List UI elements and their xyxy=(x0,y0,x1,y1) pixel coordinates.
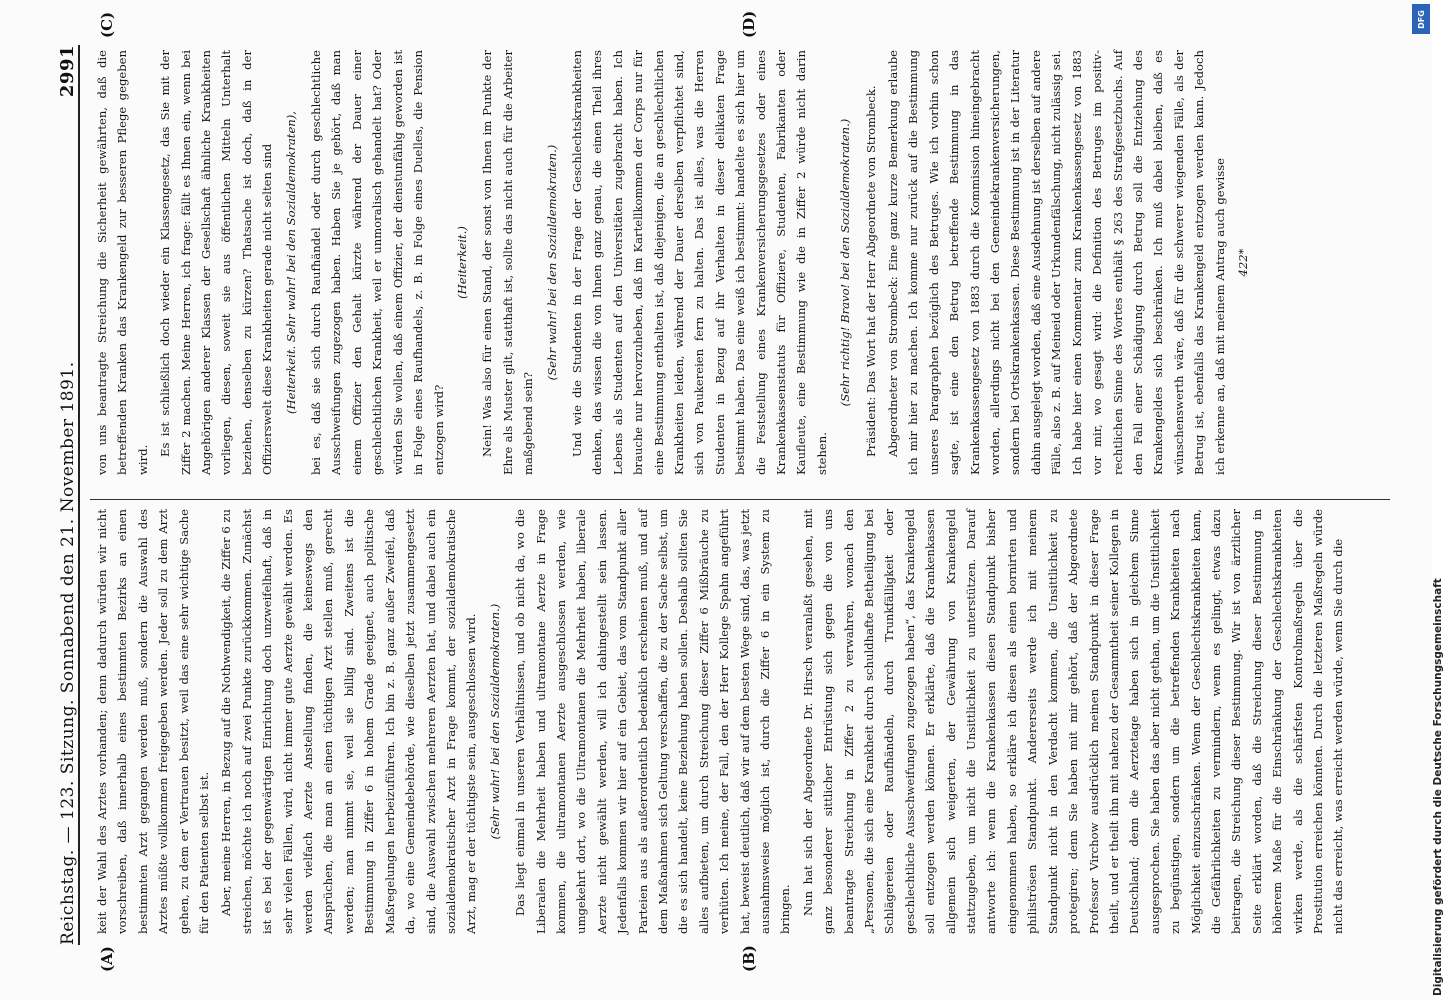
column-divider xyxy=(90,499,1390,500)
margin-marker-b: (B) xyxy=(740,945,758,972)
page-number: 2991 xyxy=(57,45,78,98)
signature-mark: 422* xyxy=(1235,248,1250,277)
left-column xyxy=(92,509,1392,934)
interjection: (Sehr richtig! Bravo! bei den Sozialdemokraten.) xyxy=(838,118,853,407)
paragraph: Das liegt einmal in unseren Verhältnissen, und ob nicht da, wo die Liberalen die Mehrheit haben und ultramontane Aerzte in Frage kommen, die ultramontanen Aerzte ausgeschlossen werden, wie umgekehrt dort, wo die Ultramontanen die Mehrheit haben, liberale Aerzte nicht gewählt werden, will ich dahingestellt sein lassen. Jedenfalls kommen wir hier auf ein Gebiet, das vom Standpunkt aller Parteien aus als außerordentlich bedenklich erscheinen muß, und auf dem Maßnahmen sich Geltung verschaffen, die zu der Sache selbst, um die es sich handelt, keine Beziehung haben sollen. Deshalb sollten Sie alles aufbieten, um durch Streichung dieser Ziffer 6 Mißbräuche zu verhüten. Ich meine, der Fall, den der Herr Kollege Spahn angeführt hat, beweist deutlich, daß wir auf dem besten Wege sind, das, was jetzt ausnahmsweise möglich ist, durch die Ziffer 6 in ein System zu bringen. xyxy=(513,509,793,934)
speaker-paragraph: Präsident: Das Wort hat der Herr Abgeordnete von Strombeck. xyxy=(863,85,878,457)
interjection: (Sehr wahr! bei den Sozialdemokraten.) xyxy=(544,144,559,381)
paragraph: von uns beantragte Streichung die Sicherheit gewährten, daß die betreffenden Kranken das Krankengeld zur besseren Pflege gegeben wird. xyxy=(95,50,150,475)
paragraph: bei es, daß sie sich durch Raufhändel oder durch geschlechtliche Ausschweifungen zugezogen haben. Haben Sie je gehört, daß man einem Offizier den Gehalt kürzte während der Dauer einer geschlechtlichen Krankheit, weil er unmoralisch gehandelt hat? Oder würden Sie wollen, daß einem Offizier, der dienstunfähig geworden ist in Folge eines Raufhandels, z. B. in Folge eines Duelles, die Pension entzogen wird? xyxy=(309,50,446,475)
paragraph: Nein! Was also für einen Stand, der sonst von Ihnen im Punkte der Ehre als Muster gilt, statthaft ist, sollte das nicht auch für die Arbeiter maßgebend sein? xyxy=(480,50,536,475)
paragraph: Aber, meine Herren, in Bezug auf die Nothwendigkeit, die Ziffer 6 zu streichen, möchte ich noch auf zwei Punkte zurückkommen. Zunächst ist es bei der gegenwärtigen Einrichtung doch unzweifelhaft, daß in sehr vielen Fällen, wird, nicht immer gute Aerzte gewählt werden. Es werden vielfach Aerzte Anstellung finden, die keineswegs den Ansprüchen, die man an einen tüchtigen Arzt stellen muß, gerecht werden; man nimmt sie, weil sie billig sind. Zweitens ist die Bestimmung in Ziffer 6 in hohem Grade geeignet, auch politische Maßregelungen herbeizuführen. Ich bin z. B. ganz außer Zweifel, daß da, wo eine Gemeindebehörde, wie dieselben jetzt zusammengesetzt sind, die Auswahl zwischen mehreren Aerzten hat, und dabei auch ein sozialdemokratischer Arzt in Frage kommt, der sozialdemokratische Arzt, mag er der tüchtigste sein, ausgeschlossen wird. xyxy=(219,509,479,934)
margin-marker-c: (C) xyxy=(98,11,116,38)
page-header xyxy=(48,45,80,945)
speaker-paragraph: Abgeordneter von Strombeck: Eine ganz kurze Bemerkung erlaube ich mir hier zu machen. Ich komme nur zurück auf die Bestimmung unseres Paragraphen bezüglich des Betruges. Wie ich vorhin schon sagte, ist eine den Betrug betreffende Bestimmung in das Krankenkassengesetz von 1883 durch die Kommission hineingebracht worden, allerdings nicht bei den Gemeindekrankenversicherungen, sondern bei Ortskrankenkassen. Diese Bestimmung ist in der Literatur dahin ausgelegt worden, daß eine Ausdehnung ist derselben auf andere Fälle, also z. B. auf Meineid oder Urkundenfälschung, nicht zulässig sei. Ich habe hier einen Kommentar zum Krankenkassengesetz von 1883 vor mir, wo gesagt wird: die Definition des Betruges im positiv-rechtlichen Sinne des Wortes enthält § 263 des Strafgesetzbuchs. Auf den Fall einer Schädigung durch Betrug soll die Entziehung des Krankengeldes sich beschränken. Ich muß dabei bleiben, daß es wünschenswerth wäre, daß für die schwerer wiegenden Fälle, als der Betrug ist, ebenfalls das Krankengeld entzogen werden kann. Jedoch ich erkenne an, daß mit meinem Antrag auch gewisse xyxy=(886,49,1227,475)
header-title: Reichstag. — 123. Sitzung. Sonnabend den 21. November 1891. xyxy=(58,361,78,945)
paragraph: keit der Wahl des Arztes vorhanden; denn dadurch würden wir nicht vorschreiben, daß innerhalb eines bestimmten Bezirks an einen bestimmten Arzt gegangen werden muß, sondern die Auswahl des Arztes müßte vollkommen freigegeben werden. Jeder soll zu dem Arzt gehen, zu dem er Vertrauen besitzt, weil das eine sehr wichtige Sache für den Patienten selbst ist. xyxy=(95,509,212,934)
credit-text: Digitalisierung gefördert durch die Deutsche Forschungsgemeinschaft xyxy=(1432,578,1444,996)
margin-marker-a: (A) xyxy=(98,946,116,972)
interjection: (Sehr wahr! bei den Sozialdemokraten.) xyxy=(487,603,502,840)
dfg-logo: DFG xyxy=(1412,4,1430,34)
interjection: (Heiterkeit. Sehr wahr! bei den Sozialdemokraten), xyxy=(283,111,298,414)
digitization-credit xyxy=(1410,0,1444,1000)
paragraph: Und wie die Studenten in der Frage der Geschlechtskrankheiten denken, das wissen die von Ihnen ganz genau, die einen Theil ihres Lebens als Studenten auf den Universitäten zugebracht haben. Ich brauche nur hervorzuheben, daß im Kartellkommen der Corps nur für eine Bestimmung enthalten ist, daß diejenigen, die an geschlechtlichen Krankheiten leiden, während der Dauer derselben verpflichtet sind, sich von Paukereien fern zu halten. Das ist alles, was die Herren Studenten in Bezug auf ihr Verhalten in dieser delikaten Frage bestimmt haben. Das eine weiß ich bestimmt: handelte es sich hier um die Feststellung eines Krankenversicherungsgesetzes oder eines Krankenkassenstatuts für Offiziere, Studenten, Fabrikanten oder Kaufleute, eine Bestimmung wie die in Ziffer 2 würde nicht darin stehen. xyxy=(569,50,829,475)
paragraph: Nun hat sich der Abgeordnete Dr. Hirsch veranlaßt gesehen, mit ganz besonderer sittlicher Entrüstung sich gegen die von uns beantragte Streichung in Ziffer 2 zu verwahren, wonach den „Personen, die sich eine Krankheit durch schuldhafte Betheiligung bei Schlägereien oder Raufhändeln, durch Trunkfälligkeit oder geschlechtliche Ausschweifungen zugezogen haben“, das Krankengeld soll entzogen werden können. Er erklärte, daß die Krankenkassen allgemein sich weigerten, der Gewährung von Krankengeld stattzugeben, um nicht die Unsittlichkeit zu unterstützen. Darauf antworte ich: wenn die Krankenkassen diesen Standpunkt bisher eingenommen haben, so erkläre ich diesen als einen bornirten und philiströsen Standpunkt. Andererseits werde ich mit meinem Standpunkt nicht in den Verdacht kommen, die Unsittlichkeit zu protegiren; denn Sie haben mit mir gehört, daß der Abgeordnete Professor Virchow ausdrücklich meinen Standpunkt in dieser Frage theilt, und er theilt ihn mit nahezu der Gesammtheit seiner Kollegen in Deutschland; denn die Aerztetage haben sich in gleichem Sinne ausgesprochen. Sie haben das aber nicht gethan, um die Unsittlichkeit zu begünstigen, sondern um die betreffenden Krankheiten nach Möglichkeit einzuschränken. Wenn der Geschlechtskrankheiten kann, die Gefährlichkeiten zu vermindern, wenn es gelingt, etwas dazu beitragen, die Streichung dieser Bestimmung. Wir ist von ärztlicher Seite erklärt worden, daß die Streichung dieser Bestimmung in höherem Maße für die Einschränkung der Geschlechtskrankheiten wirken werde, als die schärfsten Kontrolmaßregeln über die Prostitution erreichen könnten. Durch die letzteren Maßregeln würde nicht das erreicht, was erreicht werden würde, wenn Sie durch die xyxy=(800,509,1346,934)
margin-marker-d: (D) xyxy=(740,10,758,38)
right-column xyxy=(92,50,1392,475)
interjection: (Heiterkeit.) xyxy=(454,226,469,299)
paragraph: Es ist schließlich doch wieder ein Klassengesetz, das Sie mit der Ziffer 2 machen. Meine Herren, ich frage: fällt es Ihnen ein, wenn bei Angehörigen anderer Klassen der Gesellschaft ähnliche Krankheiten vorliegen, diesen, soweit sie aus öffentlichen Mitteln Unterhalt beziehen, denselben zu kürzen? Thatsache ist doch, daß in der Offizierswelt diese Krankheiten gerade nicht selten sind xyxy=(158,50,275,475)
